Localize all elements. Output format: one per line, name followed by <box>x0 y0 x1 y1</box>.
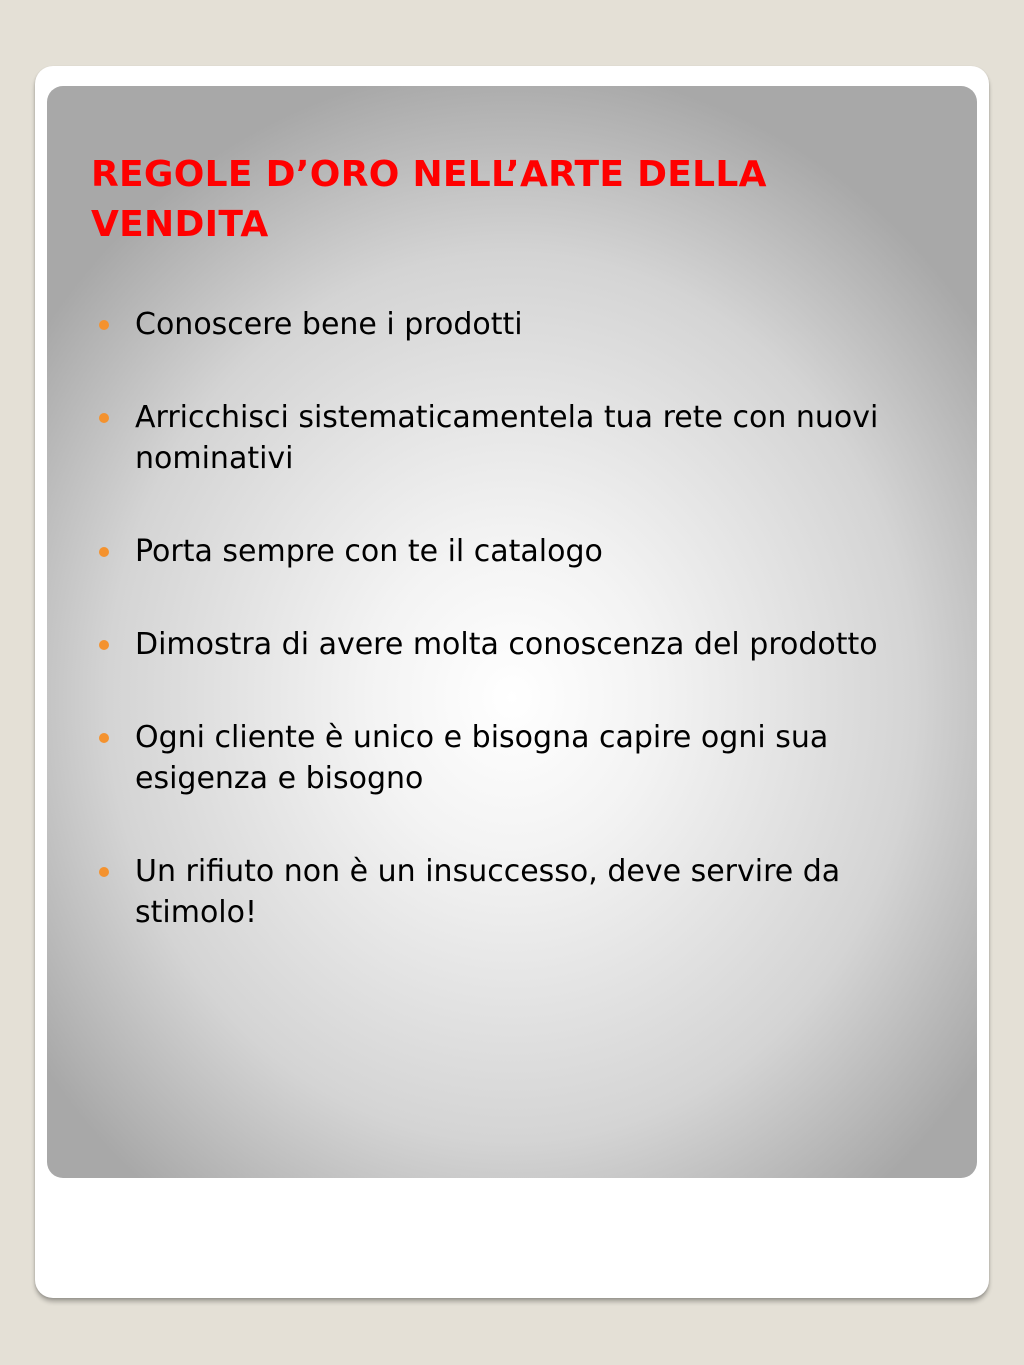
bullet-dot-icon <box>99 733 109 743</box>
bullet-text: Un rifiuto non è un insuccesso, deve servire da stimolo! <box>135 854 841 930</box>
bullet-dot-icon <box>99 413 109 423</box>
bullet-text: Dimostra di avere molta conoscenza del prodotto <box>135 627 878 662</box>
bullet-item <box>91 717 961 799</box>
bullet-item <box>91 624 961 665</box>
bullet-text: Ogni cliente è unico e bisogna capire ogni sua esigenza e bisogno <box>135 720 829 796</box>
bullet-item <box>91 397 961 479</box>
bullet-dot-icon <box>99 547 109 557</box>
slide-card <box>35 66 989 1298</box>
bullet-text: Conoscere bene i prodotti <box>135 307 523 342</box>
bullet-item <box>91 304 961 345</box>
bullet-item <box>91 851 961 933</box>
bullet-list <box>91 304 961 985</box>
bullet-dot-icon <box>99 320 109 330</box>
slide-content-panel <box>47 86 977 1178</box>
slide-title: REGOLE D’ORO NELL’ARTE DELLA VENDITA <box>91 154 767 245</box>
bullet-item <box>91 531 961 572</box>
bullet-dot-icon <box>99 867 109 877</box>
bullet-text: Porta sempre con te il catalogo <box>135 534 603 569</box>
bullet-dot-icon <box>99 640 109 650</box>
bullet-text: Arricchisci sistematicamentela tua rete con nuovi nominativi <box>135 400 879 476</box>
